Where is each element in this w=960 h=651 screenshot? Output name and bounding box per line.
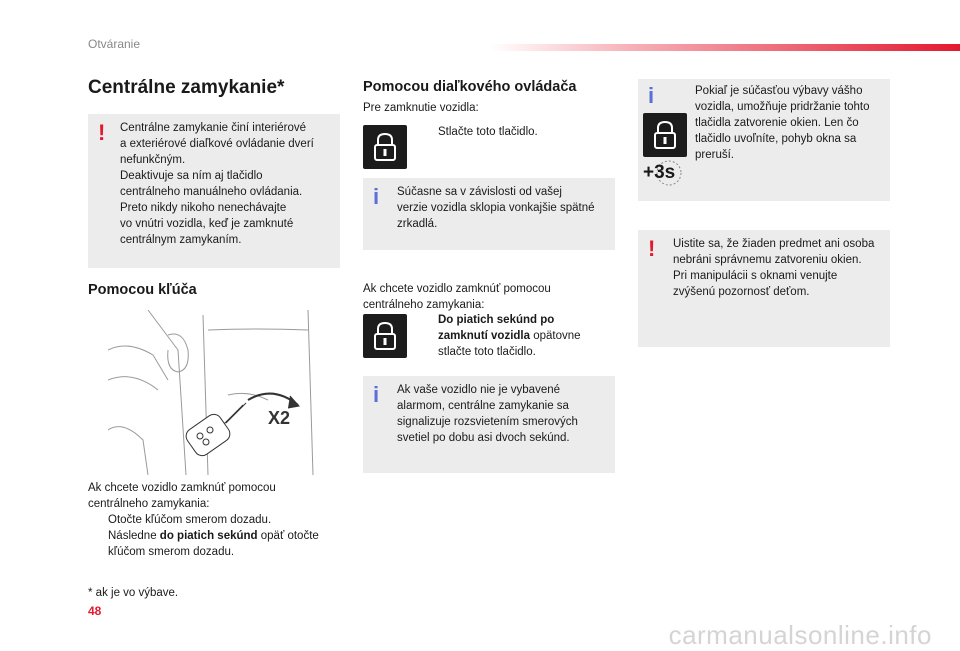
central-remote-intro: Ak chcete vozidlo zamknúť pomocou centrálneho zamykania: [363, 283, 551, 311]
central-remote-step: Do piatich sekúnd po zamknutí vozidla opätovne stlačte toto tlačidlo. [438, 314, 581, 358]
page-title: Centrálne zamykanie* [88, 77, 285, 98]
watermark: carmanualsonline.info [668, 620, 932, 650]
warning-icon: ! [98, 120, 106, 145]
key-instructions: Ak chcete vozidlo zamknúť pomocou centrálneho zamykania: [88, 482, 276, 510]
key-step-2: Následne do piatich sekúnd opäť otočte kľúčom smerom dozadu. [108, 530, 319, 558]
warning-text: Centrálne zamykanie činí interiérové a exteriérové diaľkové ovládanie dverí nefunkčným. Deaktivuje sa ním aj tlačidlo centrálneho manuálneho ovládania. Preto nikdy nikoho nenechávajte vo vnútri vozidla, keď je zamknuté centrálnym zamykaním. [120, 122, 314, 246]
hold-3s-icon [641, 159, 685, 189]
lock-intro: Pre zamknutie vozidla: [363, 102, 479, 114]
lock-button-icon [363, 125, 407, 169]
info-icon: i [373, 184, 380, 209]
plus-3s-label: +3s [643, 162, 676, 183]
info-icon: i [648, 83, 655, 108]
info-box-alarm: i Ak vaše vozidlo nie je vybavené alarmom, centrálne zamykanie sa signalizuje rozsvietením smerových svetiel po dobu asi dvoch sekúnd. [363, 376, 615, 473]
warning-box-central-locking [88, 114, 340, 268]
lock-button-icon [363, 314, 407, 358]
remote-section-title: Pomocou diaľkového ovládača [363, 79, 577, 95]
key-illustration [108, 310, 340, 475]
key-step-1: Otočte kľúčom smerom dozadu. [108, 514, 272, 526]
press-button-step: Stlačte toto tlačidlo. [438, 126, 538, 138]
warning-icon: ! [648, 236, 656, 261]
footnote: * ak je vo výbave. [88, 587, 179, 599]
x2-label: X2 [268, 408, 291, 428]
key-section-title: Pomocou kľúča [88, 282, 197, 298]
warning-box-windows: ! Uistite sa, že žiaden predmet ani osoba nebráni správnemu zatvoreniu okien. Pri manipulácii s oknami venujte zvýšenú pozornosť deťom. [638, 230, 890, 347]
section-title: Otváranie [88, 37, 141, 51]
header-accent-bar [490, 44, 960, 51]
car-door-key-drawing [108, 310, 340, 475]
info-icon: i [373, 382, 380, 407]
page-number: 48 [88, 604, 102, 618]
info-box-windows: i +3s Pokiaľ je súčasťou výbavy vášho vozidla, umožňuje pridržanie tohto tlačidla zatvorenie okien. Len čo tlačidlo uvoľníte, pohyb okna sa preruší. [638, 79, 890, 201]
lock-button-icon [643, 113, 687, 157]
info-box-mirrors: i Súčasne sa v závislosti od vašej verzie vozidla sklopia vonkajšie spätné zrkadlá. [363, 178, 615, 250]
